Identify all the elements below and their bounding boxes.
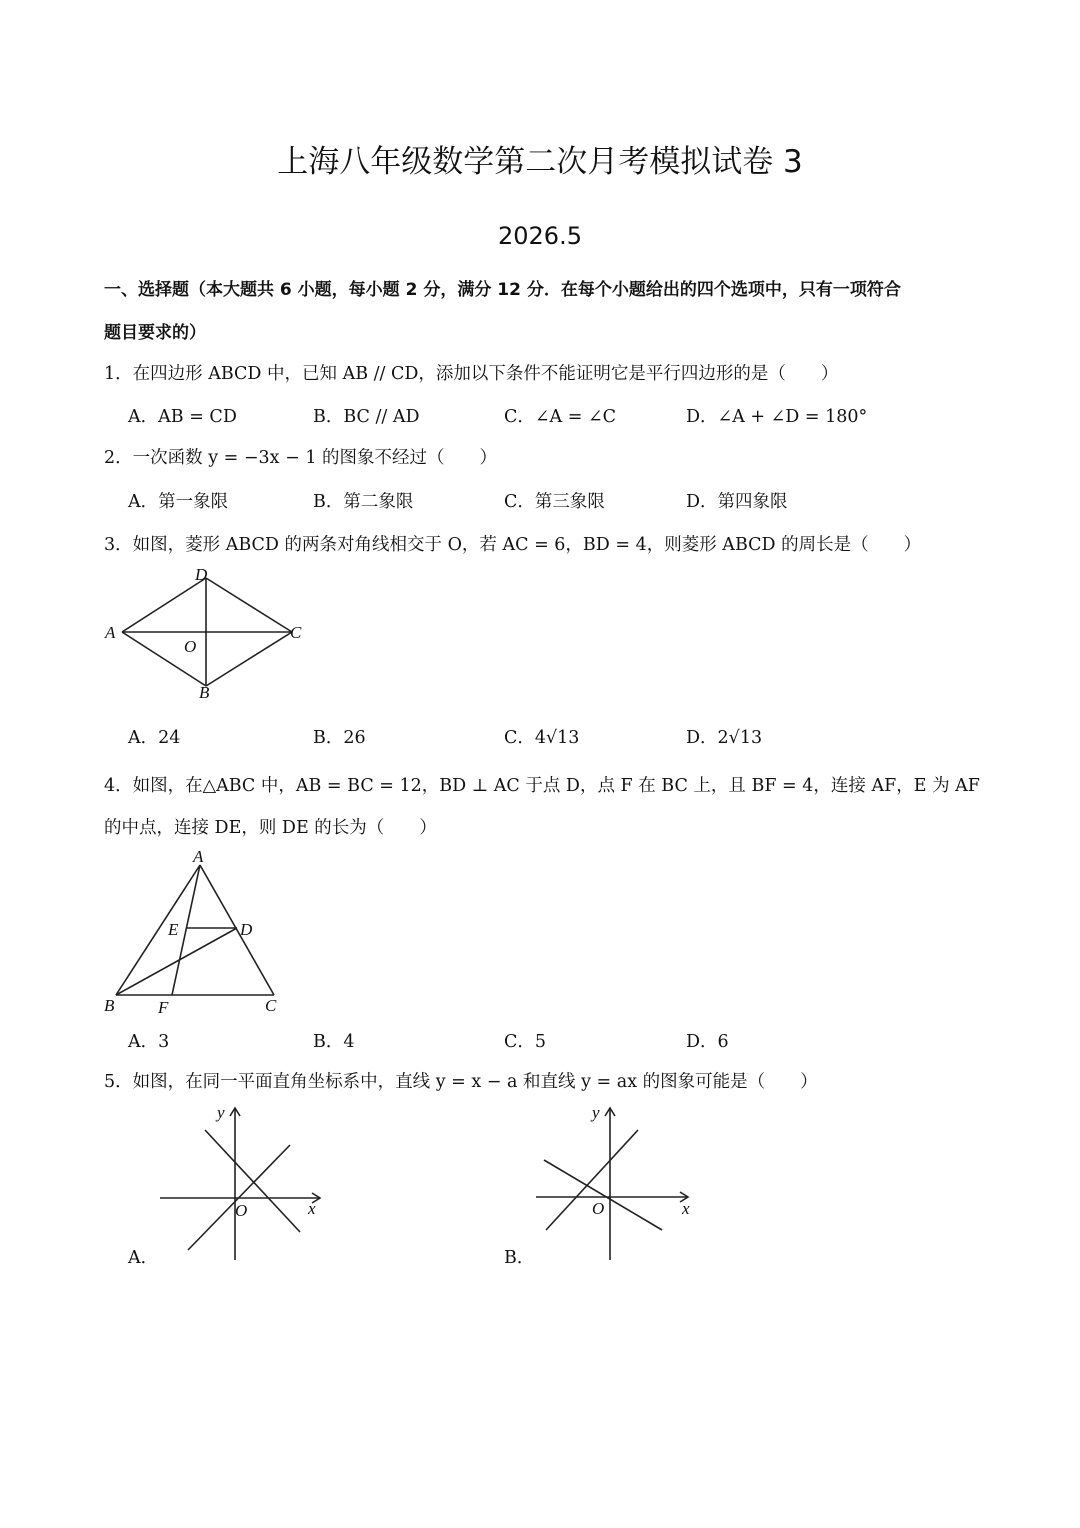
question-1-text: 1．在四边形 ABCD 中，已知 AB // CD，添加以下条件不能证明它是平行四边形的是（ ） bbox=[104, 364, 839, 384]
question-4-text-line2: 的中点，连接 DE，则 DE 的长为（ ） bbox=[104, 818, 437, 838]
label-b: B bbox=[104, 996, 115, 1015]
label-c: C bbox=[265, 996, 277, 1015]
label-c: C bbox=[290, 623, 302, 642]
label-b: B bbox=[199, 683, 210, 702]
q4-option-d[interactable]: D．6 bbox=[686, 1032, 729, 1052]
rhombus-side-ad bbox=[122, 578, 206, 632]
rhombus-figure bbox=[100, 560, 320, 710]
q1-option-a[interactable]: A．AB = CD bbox=[128, 407, 237, 427]
label-d: D bbox=[195, 565, 208, 584]
question-5-text: 5．如图，在同一平面直角坐标系中，直线 y = x − a 和直线 y = ax 的图象可能是（ ） bbox=[104, 1072, 818, 1092]
label-a: A bbox=[193, 847, 204, 866]
label-x: x bbox=[682, 1199, 690, 1218]
q1-option-b[interactable]: B．BC // AD bbox=[313, 407, 420, 427]
question-4-text-line1: 4．如图，在△ABC 中，AB = BC = 12，BD ⊥ AC 于点 D，点 F 在 BC 上，且 BF = 4，连接 AF，E 为 AF bbox=[104, 776, 980, 796]
label-f: F bbox=[158, 998, 169, 1017]
label-o: O bbox=[184, 637, 197, 656]
exam-date: 2026.5 bbox=[498, 222, 582, 250]
q5-option-b[interactable]: B． bbox=[504, 1248, 535, 1268]
label-e: E bbox=[168, 920, 179, 939]
label-o: O bbox=[592, 1199, 605, 1218]
graph-b bbox=[526, 1100, 716, 1270]
q5-option-a[interactable]: A． bbox=[128, 1248, 159, 1268]
label-y: y bbox=[592, 1103, 600, 1122]
q1-option-c[interactable]: C．∠A = ∠C bbox=[504, 407, 617, 427]
question-3-text: 3．如图，菱形 ABCD 的两条对角线相交于 O，若 AC = 6，BD = 4，则菱形 ABCD 的周长是（ ） bbox=[104, 535, 922, 555]
rhombus-side-cb bbox=[206, 632, 292, 686]
label-d: D bbox=[240, 920, 253, 939]
graph-a bbox=[150, 1100, 340, 1270]
q4-option-b[interactable]: B．4 bbox=[313, 1032, 355, 1052]
graph-b-line-decreasing bbox=[544, 1160, 662, 1230]
q4-option-a[interactable]: A．3 bbox=[128, 1032, 170, 1052]
label-x: x bbox=[308, 1199, 316, 1218]
q3-option-b[interactable]: B．26 bbox=[313, 728, 366, 748]
q2-option-c[interactable]: C．第三象限 bbox=[504, 492, 605, 512]
label-y: y bbox=[217, 1103, 225, 1122]
page-title: 上海八年级数学第二次月考模拟试卷 3 bbox=[277, 144, 803, 180]
question-2-text: 2．一次函数 y = −3x − 1 的图象不经过（ ） bbox=[104, 448, 498, 468]
section-heading-line2: 题目要求的） bbox=[104, 323, 206, 343]
triangle-side-ab bbox=[116, 865, 200, 995]
label-o: O bbox=[235, 1201, 248, 1220]
q4-option-c[interactable]: C．5 bbox=[504, 1032, 547, 1052]
triangle-side-ac bbox=[200, 865, 274, 995]
label-a: A bbox=[105, 623, 116, 642]
triangle-figure bbox=[100, 845, 300, 1020]
q2-option-d[interactable]: D．第四象限 bbox=[686, 492, 788, 512]
q2-option-b[interactable]: B．第二象限 bbox=[313, 492, 414, 512]
q3-option-c[interactable]: C．4√13 bbox=[504, 728, 580, 748]
q3-option-a[interactable]: A．24 bbox=[128, 728, 181, 748]
q2-option-a[interactable]: A．第一象限 bbox=[128, 492, 229, 512]
q1-option-d[interactable]: D．∠A + ∠D = 180° bbox=[686, 407, 868, 427]
q3-option-d[interactable]: D．2√13 bbox=[686, 728, 763, 748]
section-heading-line1: 一、选择题（本大题共 6 小题，每小题 2 分，满分 12 分．在每个小题给出的四个选项中，只有一项符合 bbox=[104, 280, 901, 300]
rhombus-side-dc bbox=[206, 578, 292, 632]
